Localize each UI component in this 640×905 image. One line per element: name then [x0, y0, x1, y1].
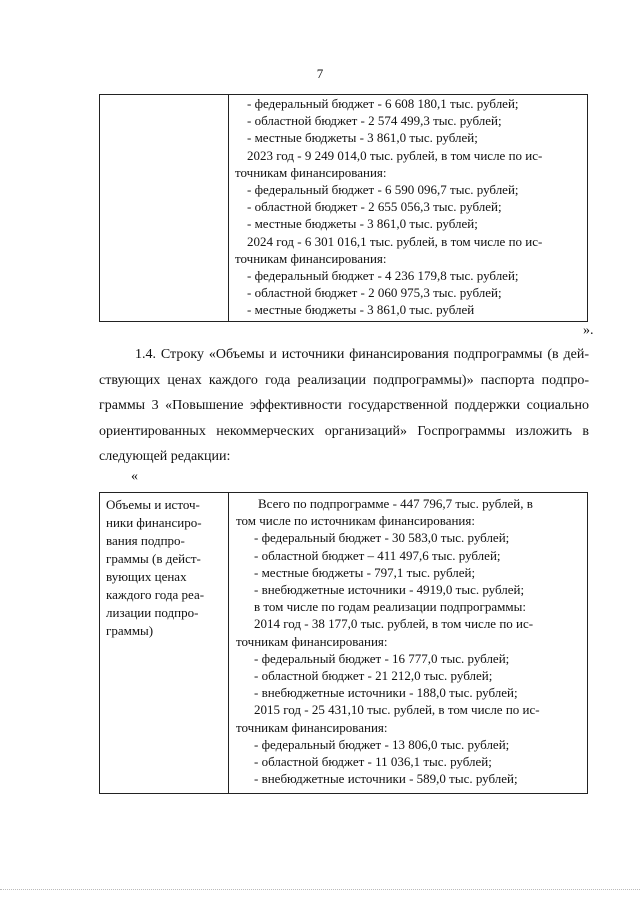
funding-line: - областной бюджет - 2 655 056,3 тыс. рублей; — [247, 199, 502, 215]
funding-table-continued — [99, 94, 588, 322]
row-label-line: граммы (в дейст- — [106, 551, 201, 566]
funding-line: точникам финансирования: — [236, 633, 388, 649]
funding-line: - федеральный бюджет - 6 590 096,7 тыс. рублей; — [247, 182, 519, 198]
funding-line: том числе по источникам финансирования: — [236, 513, 475, 529]
funding-line: точникам финансирования: — [235, 164, 387, 180]
paragraph-line: ориентированных некоммерческих организаций» Госпрограммы изложить в — [99, 423, 589, 439]
paragraph-line: граммы 3 «Повышение эффективности государственной поддержки социально — [99, 398, 589, 414]
year-total-line: 2015 год - 25 431,10 тыс. рублей, в том числе по ис- — [254, 702, 540, 718]
funding-line: - областной бюджет - 2 574 499,3 тыс. рублей; — [247, 113, 502, 129]
funding-line: - внебюджетные источники - 589,0 тыс. рублей; — [254, 771, 518, 787]
row-label-line: Объемы и источ- — [106, 497, 200, 512]
funding-details-cell — [229, 493, 588, 794]
year-total-line: 2023 год - 9 249 014,0 тыс. рублей, в том числе по ис- — [247, 147, 543, 163]
funding-line: - областной бюджет - 2 060 975,3 тыс. рублей; — [247, 285, 502, 301]
funding-details-cell — [229, 95, 588, 322]
funding-line: - местные бюджеты - 797,1 тыс. рублей; — [254, 564, 476, 580]
subprogram-funding-table — [99, 492, 588, 794]
funding-line: - федеральный бюджет - 4 236 179,8 тыс. рублей; — [247, 268, 519, 284]
paragraph-line: ствующих ценах каждого года реализации подпрограммы)» паспорта подпро- — [99, 372, 589, 388]
funding-line: - местные бюджеты - 3 861,0 тыс. рублей; — [247, 216, 478, 232]
funding-line: в том числе по годам реализации подпрограммы: — [254, 599, 526, 615]
funding-line: - местные бюджеты - 3 861,0 тыс. рублей; — [247, 130, 478, 146]
row-label-line: ники финансиро- — [106, 515, 202, 530]
funding-line: точникам финансирования: — [235, 250, 387, 266]
opening-quote: « — [131, 469, 138, 484]
row-label-cell — [100, 493, 229, 794]
row-label-line: граммы) — [106, 623, 154, 638]
row-label-line: каждого года реа- — [106, 587, 205, 602]
year-total-line: 2024 год - 6 301 016,1 тыс. рублей, в том числе по ис- — [247, 233, 543, 249]
row-label-line: вующих ценах — [106, 569, 187, 584]
funding-line: - внебюджетные источники - 4919,0 тыс. рублей; — [254, 582, 525, 598]
closing-quote: ». — [583, 323, 594, 338]
page-number: 7 — [316, 66, 324, 81]
funding-line: точникам финансирования: — [236, 719, 388, 735]
scan-edge-line — [0, 889, 640, 890]
paragraph-line: 1.4. Строку «Объемы и источники финансирования подпрограммы (в дей- — [135, 347, 589, 362]
year-total-line: 2014 год - 38 177,0 тыс. рублей, в том числе по ис- — [254, 616, 534, 632]
amendment-paragraph — [99, 342, 589, 470]
funding-line: - федеральный бюджет - 6 608 180,1 тыс. рублей; — [247, 96, 519, 111]
row-label-line: лизации подпро- — [106, 605, 199, 620]
funding-line: - федеральный бюджет - 30 583,0 тыс. рублей; — [254, 530, 510, 546]
funding-line: - областной бюджет - 11 036,1 тыс. рублей; — [254, 754, 492, 770]
funding-line: - областной бюджет - 21 212,0 тыс. рублей; — [254, 668, 493, 684]
funding-line: - федеральный бюджет - 13 806,0 тыс. рублей; — [254, 736, 510, 752]
funding-line: - внебюджетные источники - 188,0 тыс. рублей; — [254, 685, 518, 701]
empty-label-cell — [100, 95, 229, 322]
total-line: Всего по подпрограмме - 447 796,7 тыс. рублей, в — [258, 496, 533, 511]
paragraph-line: следующей редакции: — [99, 449, 231, 465]
funding-line: - федеральный бюджет - 16 777,0 тыс. рублей; — [254, 650, 510, 666]
funding-line: - местные бюджеты - 3 861,0 тыс. рублей — [247, 302, 475, 318]
row-label-line: вания подпро- — [106, 533, 185, 548]
funding-line: - областной бюджет – 411 497,6 тыс. рублей; — [254, 547, 501, 563]
